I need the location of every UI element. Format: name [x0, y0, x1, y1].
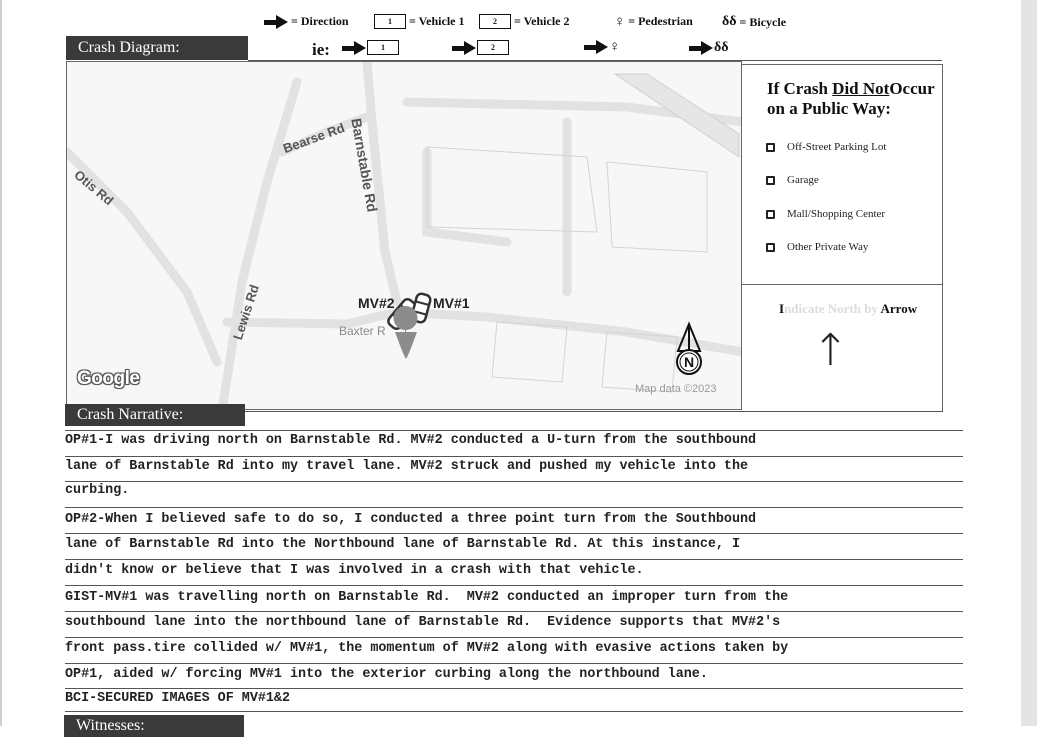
legend-pedestrian [614, 14, 693, 29]
narrative-line: BCI-SECURED IMAGES OF MV#1&2 [65, 691, 290, 706]
legend-vehicle-2-label: = Vehicle 2 [514, 14, 570, 28]
narrative-line: lane of Barnstable Rd into my travel lane. MV#2 struck and pushed my vehicle into the [65, 459, 749, 474]
bicycle-icon: δδ [722, 14, 737, 29]
narrative-line: front pass.tire collided w/ MV#1, the momentum of MV#2 along with evasive actions taken by [65, 641, 789, 656]
vehicle-1-label: MV#1 [433, 295, 470, 311]
pedestrian-icon: ♀ [609, 39, 621, 55]
direction-arrow-icon [584, 40, 608, 54]
road-label-barnstable: Barnstable Rd [348, 117, 381, 214]
google-logo: Google [77, 368, 140, 389]
lewis-rd-line [222, 82, 297, 410]
direction-arrow-icon [264, 15, 288, 29]
map-attribution: Map data ©2023 [635, 383, 717, 395]
legend-direction [264, 14, 349, 29]
ruled-line [65, 559, 963, 560]
vehicle-1-box-icon: 1 [367, 40, 399, 55]
baxter-rd-line [227, 312, 742, 352]
building-outline [492, 322, 567, 382]
crash-map[interactable] [66, 61, 742, 410]
public-way-title: If Crash Did NotOccur on a Public Way: [767, 79, 935, 118]
witnesses-header: Witnesses: [64, 715, 244, 737]
road-label-lewis: Lewis Rd [230, 282, 262, 342]
ruled-line [65, 456, 963, 457]
vehicle-2-box-icon: 2 [479, 14, 511, 29]
vehicle-1-box-icon: 1 [374, 14, 406, 29]
north-indicator-title: Indicate North by Arrow [779, 301, 918, 316]
north-indicator-panel [742, 284, 943, 412]
narrative-line: OP#1-I was driving north on Barnstable Rd. MV#2 conducted a U-turn from the southbound [65, 433, 757, 448]
narrative-line: OP#1, aided w/ forcing MV#1 into the exterior curbing along the northbound lane. [65, 667, 708, 682]
legend-bicycle-label: = Bicycle [739, 14, 787, 29]
pedestrian-icon: ♀ [614, 13, 626, 30]
direction-arrow-icon [342, 41, 366, 55]
legend-vehicle-2 [479, 14, 570, 29]
vehicle-2-label: MV#2 [358, 295, 395, 311]
direction-arrow-icon [689, 41, 713, 55]
checkbox-icon[interactable] [766, 176, 775, 185]
legend-vehicle-1-label: = Vehicle 1 [409, 14, 465, 28]
legend-direction-label: = Direction [291, 14, 349, 28]
ruled-line [65, 533, 963, 534]
example-pedestrian [584, 40, 620, 54]
option-other-private-way[interactable]: Other Private Way [766, 241, 868, 253]
scrollbar-track[interactable] [1021, 0, 1037, 726]
vehicle-2-box-icon: 2 [477, 40, 509, 55]
ruled-line [65, 663, 963, 664]
narrative-header-rule [245, 411, 943, 412]
ruled-line [65, 585, 963, 586]
example-bicycle [689, 40, 729, 56]
place-label-baxter: Baxter R [339, 324, 386, 338]
ruled-line [65, 637, 963, 638]
legend-pedestrian-label: = Pedestrian [628, 14, 693, 28]
direction-arrow-icon [452, 41, 476, 55]
report-page [2, 0, 1021, 734]
ie-label: ie: [312, 40, 330, 59]
narrative-line: southbound lane into the northbound lane of Barnstable Rd. Evidence supports that MV#2's [65, 615, 781, 630]
ruled-line [65, 711, 963, 712]
example-vehicle-2 [452, 40, 509, 55]
option-mall-shopping-center[interactable]: Mall/Shopping Center [766, 208, 885, 220]
ruled-line [65, 507, 963, 508]
narrative-line: curbing. [65, 483, 130, 498]
checkbox-icon[interactable] [766, 143, 775, 152]
narrative-line: OP#2-When I believed safe to do so, I conducted a three point turn from the Southbound [65, 512, 757, 527]
road-label-bearse: Bearse Rd [281, 120, 347, 157]
crash-diagram-header: Crash Diagram: [66, 36, 248, 60]
checkbox-icon[interactable] [766, 243, 775, 252]
north-arrow-icon[interactable]: ↑ [812, 325, 849, 376]
option-garage[interactable]: Garage [766, 174, 819, 186]
legend-bicycle [722, 14, 786, 30]
narrative-line: lane of Barnstable Rd into the Northbound lane of Barnstable Rd. At this instance, I [65, 537, 740, 552]
ruled-line [65, 688, 963, 689]
narrative-line: GIST-MV#1 was travelling north on Barnstable Rd. MV#2 conducted an improper turn from the [65, 590, 789, 605]
example-vehicle-1 [342, 40, 399, 55]
building-outline [607, 162, 707, 252]
checkbox-icon[interactable] [766, 210, 775, 219]
map-roads [67, 62, 742, 410]
crash-narrative-header: Crash Narrative: [65, 404, 245, 426]
narrative-line: didn't know or believe that I was involved in a crash with that vehicle. [65, 563, 644, 578]
legend-vehicle-1 [374, 14, 465, 29]
north-marker-letter: N [683, 354, 695, 370]
ruled-line [65, 611, 963, 612]
bicycle-icon: δδ [714, 40, 729, 55]
public-way-panel [742, 64, 943, 285]
ruled-line [65, 481, 963, 482]
road-label-otis: Otis Rd [71, 167, 117, 209]
option-off-street-parking[interactable]: Off-Street Parking Lot [766, 141, 886, 153]
ruled-line [65, 430, 963, 431]
